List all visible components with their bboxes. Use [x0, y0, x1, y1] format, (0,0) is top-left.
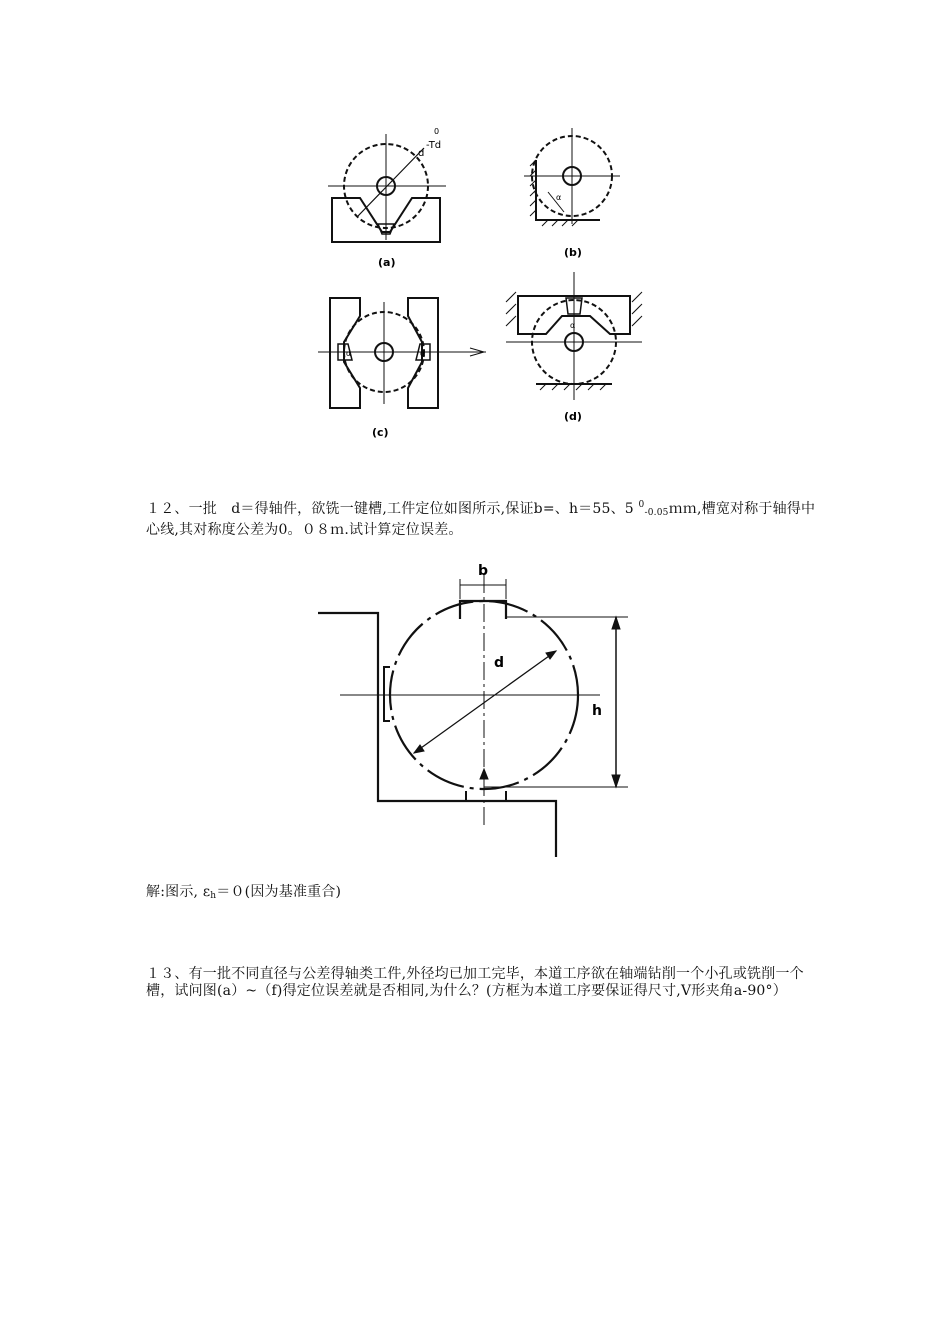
- label-d: (d): [564, 410, 582, 423]
- question-12-text-1: １２、一批 d＝得轴件，欲铣一键槽,工件定位如图所示,保证b=、h＝55、5: [146, 501, 639, 517]
- label-dim-zero: 0: [434, 127, 440, 136]
- label-dim-td: -Td: [426, 140, 442, 151]
- label-alpha-d: α: [570, 321, 576, 330]
- label-c: (c): [372, 426, 389, 439]
- tolerance-lower: -0.05: [644, 508, 669, 518]
- label-dim-d: d: [418, 148, 425, 159]
- question-12-text-2: ｍｍ,槽宽对称于轴得中心线,其对称度公差为0。０８ｍ.试计算定位误差。: [146, 501, 816, 538]
- solution-line: [146, 884, 816, 905]
- question-12: [146, 497, 816, 539]
- figure-keyway-locating: [310, 555, 640, 865]
- label-b: b: [478, 563, 489, 579]
- figure-locating-schemes: [310, 120, 670, 450]
- label-b: (b): [564, 246, 582, 259]
- tolerance-upper: 0: [638, 500, 645, 510]
- diagram-b: [524, 128, 620, 226]
- solution-text-2: ＝０(因为基准重合): [216, 884, 342, 900]
- label-d: d: [494, 655, 505, 671]
- label-alpha-c2: α: [420, 349, 426, 358]
- label-a: (a): [378, 256, 396, 269]
- diagram-d: [506, 272, 642, 400]
- label-alpha-c1: α: [346, 349, 352, 358]
- label-alpha-b: α: [556, 193, 562, 202]
- question-13: １３、有一批不同直径与公差得轴类工件,外径均已加工完毕，本道工序欲在轴端钻削一个小孔或铣削一个槽，试问图(a）~（f)得定位误差就是否相同,为什么？(方框为本道工序要保证得尺寸,V形夹角a-90°）: [146, 966, 804, 999]
- solution-subscript: h: [210, 891, 217, 901]
- solution-text-1: 解:图示, ε: [146, 884, 211, 900]
- diagram-c: [318, 298, 486, 408]
- label-h: h: [592, 703, 602, 719]
